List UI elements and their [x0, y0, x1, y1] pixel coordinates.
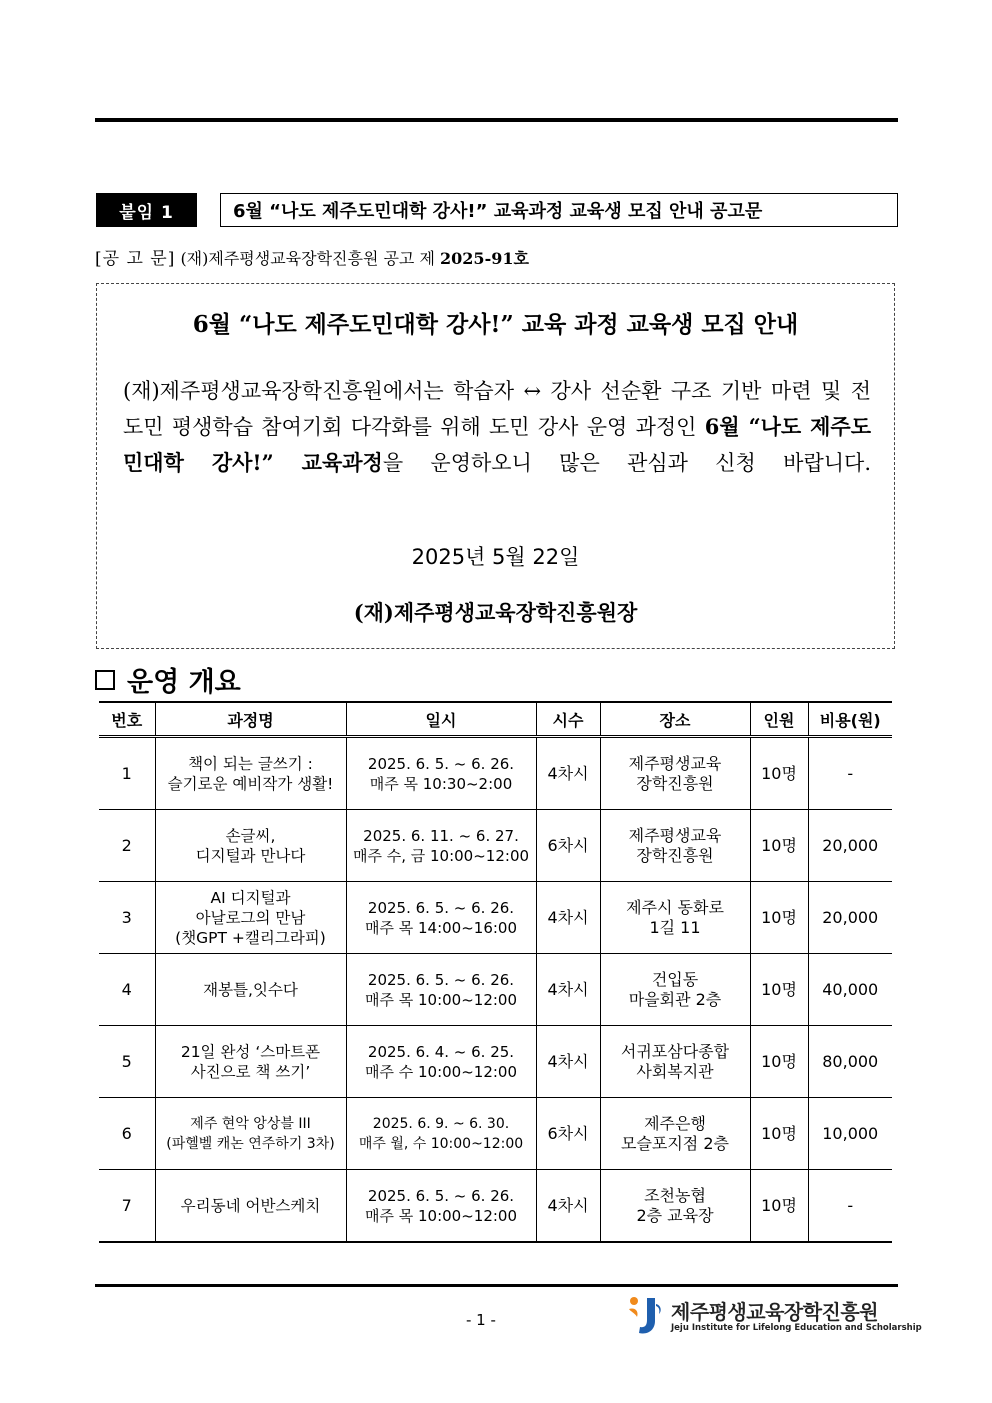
cell-place: 건입동 마을회관 2층 [600, 954, 750, 1026]
table-row [99, 882, 892, 954]
program-table [99, 701, 892, 1243]
checkbox-square-icon [95, 670, 115, 690]
table-row [99, 1098, 892, 1170]
cell-place: 조천농협 2층 교육장 [600, 1170, 750, 1243]
table-row [99, 1026, 892, 1098]
cell-number: 6 [99, 1098, 155, 1170]
cell-cost: - [808, 1170, 892, 1243]
cell-place: 제주은행 모슬포지점 2층 [600, 1098, 750, 1170]
notice-body-text-1: (재)제주평생교육장학진흥원에서는 학습자 ↔ 강사 선순환 구조 기반 마련 및 전 도민 평생학습 참여기회 다각화를 위해 도민 강사 운영 과정인 [123, 379, 871, 439]
header-hours: 시수 [536, 702, 600, 737]
notice-number-line [95, 244, 529, 269]
logo-english-name: Jeju Institute for Lifelong Education and Scholarship [671, 1323, 922, 1333]
table-row [99, 737, 892, 810]
cell-place: 제주시 동화로 1길 11 [600, 882, 750, 954]
cell-course: 제주 현악 앙상블 III (파헬벨 캐논 연주하기 3차) [155, 1098, 346, 1170]
cell-cost: 80,000 [808, 1026, 892, 1098]
header-date: 일시 [346, 702, 536, 737]
cell-course: 21일 완성 ‘스마트폰 사진으로 책 쓰기’ [155, 1026, 346, 1098]
page-number: - 1 - [466, 1311, 496, 1329]
cell-hours: 4차시 [536, 737, 600, 810]
header-place: 장소 [600, 702, 750, 737]
cell-course: 책이 되는 글쓰기 : 슬기로운 예비작가 생활! [155, 737, 346, 810]
cell-cost: - [808, 737, 892, 810]
cell-people: 10명 [750, 882, 808, 954]
section-title: 운영 개요 [127, 667, 241, 698]
section-heading [95, 660, 241, 699]
table-row [99, 810, 892, 882]
cell-people: 10명 [750, 810, 808, 882]
notice-body-bold: 6월 “나도 제주도민대학 강사!” 교육과정 [123, 414, 872, 475]
cell-course: 우리동네 어반스케치 [155, 1170, 346, 1243]
notice-body-text-2: 을 운영하오니 많은 관심과 신청 바랍니다. [382, 451, 871, 475]
header-number: 번호 [99, 702, 155, 737]
table-header-row [99, 702, 892, 737]
attachment-title: 6월 “나도 제주도민대학 강사!” 교육과정 교육생 모집 안내 공고문 [220, 193, 898, 227]
cell-number: 4 [99, 954, 155, 1026]
logo-name: 제주평생교육장학진흥원 [671, 1300, 879, 1324]
notice-issuer: (재)제주평생교육장학진흥원 공고 제 [180, 249, 435, 268]
cell-place: 제주평생교육 장학진흥원 [600, 737, 750, 810]
cell-course: AI 디지털과 아날로그의 만남 (챗GPT +캘리그라피) [155, 882, 346, 954]
cell-date: 2025. 6. 5. ~ 6. 26. 매주 목 10:00~12:00 [346, 1170, 536, 1243]
cell-date: 2025. 6. 5. ~ 6. 26. 매주 목 14:00~16:00 [346, 882, 536, 954]
cell-number: 1 [99, 737, 155, 810]
footer-logo [625, 1295, 922, 1337]
jeju-institute-logo-icon [625, 1295, 665, 1337]
cell-cost: 20,000 [808, 882, 892, 954]
cell-hours: 6차시 [536, 1098, 600, 1170]
cell-date: 2025. 6. 9. ~ 6. 30. 매주 월, 수 10:00~12:00 [346, 1098, 536, 1170]
table-row [99, 954, 892, 1026]
header-people: 인원 [750, 702, 808, 737]
cell-course: 재봉틀,잇수다 [155, 954, 346, 1026]
cell-number: 3 [99, 882, 155, 954]
bottom-rule [95, 1284, 898, 1287]
cell-date: 2025. 6. 4. ~ 6. 25. 매주 수 10:00~12:00 [346, 1026, 536, 1098]
notice-box [96, 283, 895, 649]
header-course: 과정명 [155, 702, 346, 737]
cell-date: 2025. 6. 11. ~ 6. 27. 매주 수, 금 10:00~12:00 [346, 810, 536, 882]
attachment-badge: 붙임 1 [96, 193, 197, 227]
cell-hours: 4차시 [536, 954, 600, 1026]
cell-hours: 4차시 [536, 1026, 600, 1098]
cell-hours: 4차시 [536, 1170, 600, 1243]
cell-number: 2 [99, 810, 155, 882]
cell-number: 7 [99, 1170, 155, 1243]
header-cost: 비용(원) [808, 702, 892, 737]
cell-course: 손글씨, 디지털과 만나다 [155, 810, 346, 882]
cell-people: 10명 [750, 1170, 808, 1243]
cell-place: 제주평생교육 장학진흥원 [600, 810, 750, 882]
top-rule [95, 118, 898, 122]
notice-title: 6월 “나도 제주도민대학 강사!” 교육 과정 교육생 모집 안내 [192, 311, 799, 338]
cell-date: 2025. 6. 5. ~ 6. 26. 매주 목 10:30~2:00 [346, 737, 536, 810]
cell-cost: 40,000 [808, 954, 892, 1026]
cell-people: 10명 [750, 1026, 808, 1098]
cell-place: 서귀포삼다종합 사회복지관 [600, 1026, 750, 1098]
cell-hours: 6차시 [536, 810, 600, 882]
notice-label: [공 고 문] [95, 249, 176, 269]
cell-cost: 10,000 [808, 1098, 892, 1170]
notice-organization: (재)제주평생교육장학진흥원장 [353, 600, 638, 625]
cell-number: 5 [99, 1026, 155, 1098]
cell-date: 2025. 6. 5. ~ 6. 26. 매주 목 10:00~12:00 [346, 954, 536, 1026]
cell-people: 10명 [750, 954, 808, 1026]
cell-people: 10명 [750, 1098, 808, 1170]
notice-body [123, 374, 871, 481]
table-row [99, 1170, 892, 1243]
cell-cost: 20,000 [808, 810, 892, 882]
cell-people: 10명 [750, 737, 808, 810]
notice-number: 2025-91호 [440, 249, 529, 268]
notice-date: 2025년 5월 22일 [411, 545, 580, 569]
cell-hours: 4차시 [536, 882, 600, 954]
